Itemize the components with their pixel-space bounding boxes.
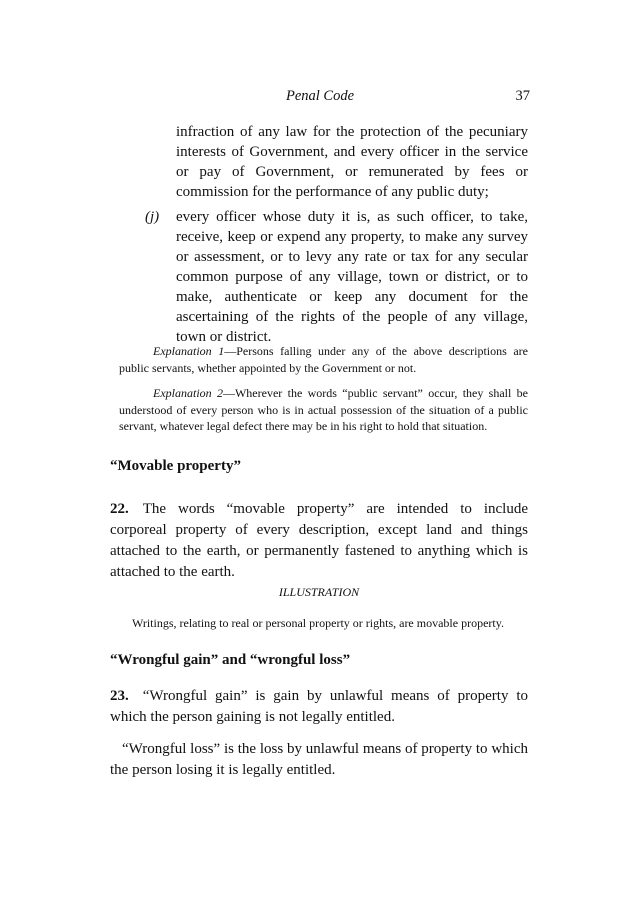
explanation-2-text: —Wherever the words “public servant” occur, they shall be understood of every person who is in actual possession of the situation of a public servant, whatever legal defect there may be in his right to hold that situation. <box>119 386 528 433</box>
list-item-text: every officer whose duty it is, as such officer, to take, receive, keep or expend any property, to make any survey or assessment, or to levy any rate or tax for any secular common purpose of any village, town or district, or to make, authenticate or keep any document for the ascertaining of the rights of the people of any village, town or district. <box>176 209 528 345</box>
running-header <box>110 88 530 110</box>
list-item-marker: (j) <box>145 209 160 225</box>
page-number: 37 <box>515 88 530 104</box>
section-23 <box>110 686 528 728</box>
section-23-paragraph-2: “Wrongful loss” is the loss by unlawful means of property to which the person losing it is legally entitled. <box>110 741 528 778</box>
continuation-paragraph: infraction of any law for the protection of the pecuniary interests of Government, and every officer in the service or pay of Government, or remunerated by fees or commission for the performance of any public duty; <box>176 124 528 200</box>
explanation-1 <box>119 343 528 376</box>
section-23-number: 23. <box>110 688 129 704</box>
heading-movable-property: “Movable property” <box>110 458 241 474</box>
illustration-heading: ILLUSTRATION <box>278 585 360 599</box>
heading-wrongful-gain-loss: “Wrongful gain” and “wrongful loss” <box>110 652 351 668</box>
explanation-1-text: —Persons falling under any of the above descriptions are public servants, whether appointed by the Government or not. <box>119 344 528 375</box>
section-23-text: “Wrongful gain” is gain by unlawful means of property to which the person gaining is not legally entitled. <box>110 688 528 725</box>
section-22 <box>110 499 528 583</box>
section-22-number: 22. <box>110 501 129 517</box>
section-22-text: The words “movable property” are intended to include corporeal property of every description, except land and things attached to the earth, or permanently fastened to anything which is attached to the earth. <box>110 501 528 580</box>
explanation-2-lead: Explanation 2 <box>153 386 223 400</box>
running-title: Penal Code <box>285 88 355 104</box>
illustration-text: Writings, relating to real or personal property or rights, are movable property. <box>132 616 504 630</box>
explanation-2 <box>119 385 528 435</box>
explanation-1-lead: Explanation 1 <box>153 344 225 358</box>
